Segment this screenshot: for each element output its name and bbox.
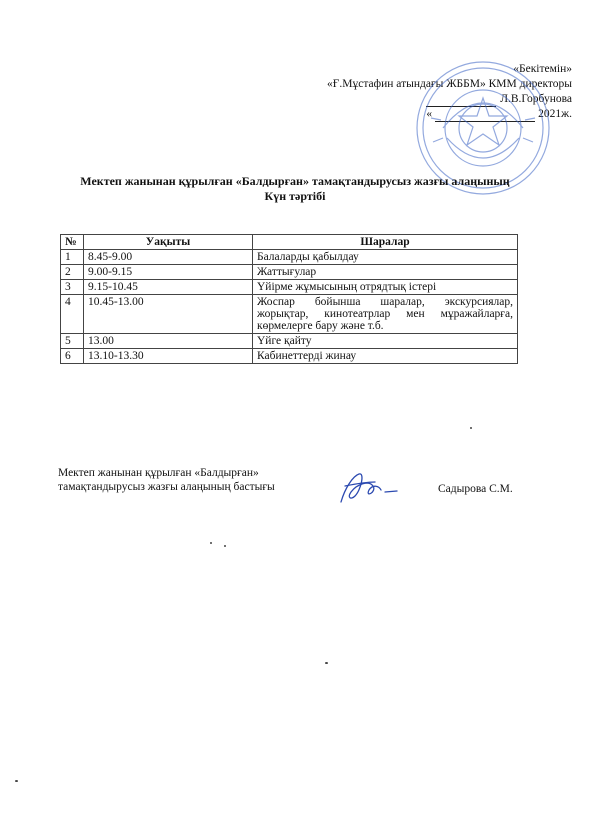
row-activity: Үйірме жұмысының отрядтық істері [253,280,518,295]
table-header-row [61,235,518,250]
speck [325,662,328,664]
row-activity: Балаларды қабылдау [253,250,518,265]
header-time: Уақыты [84,235,253,250]
date-year: 2021ж. [538,108,572,120]
row-number: 4 [61,295,84,334]
header-activity: Шаралар [253,235,518,250]
row-activity: Жаттығулар [253,265,518,280]
table-row [61,295,518,334]
schedule-table [60,234,518,364]
signer-name: Садырова С.М. [438,483,513,495]
title-line-2: Күн тәртібі [264,189,326,203]
date-open-quote: « [426,108,433,120]
handwritten-signature-icon [335,468,405,508]
document-title [60,174,530,204]
table-row [61,349,518,364]
row-time: 9.15-10.45 [84,280,253,295]
speck [224,545,226,547]
row-time: 10.45-13.00 [84,295,253,334]
row-activity: Үйге қайту [253,334,518,349]
row-number: 6 [61,349,84,364]
director-name: Л.В.Горбунова [500,93,572,105]
header-number: № [61,235,84,250]
speck [210,542,212,544]
title-line-1: Мектеп жанынан құрылған «Балдырған» тамақтандырусыз жазғы алаңының [80,174,510,188]
table-row [61,265,518,280]
row-activity: Кабинеттерді жинау [253,349,518,364]
table-row [61,334,518,349]
speck [15,780,18,782]
approval-title: «Бекітемін» [513,63,572,75]
row-time: 8.45-9.00 [84,250,253,265]
row-time: 9.00-9.15 [84,265,253,280]
row-activity: Жоспар бойынша шаралар, экскурсиялар, жорықтар, кинотеатрлар мен мұражайларға, көрмелерге бару және т.б. [253,295,518,334]
row-number: 5 [61,334,84,349]
footer-position [58,466,275,494]
row-time: 13.00 [84,334,253,349]
table-row [61,250,518,265]
row-time: 13.10-13.30 [84,349,253,364]
footer-line-1: Мектеп жанынан құрылған «Балдырған» [58,467,259,479]
row-number: 3 [61,280,84,295]
row-number: 2 [61,265,84,280]
speck [470,427,472,429]
footer-line-2: тамақтандырусыз жазғы алаңының бастығы [58,481,275,493]
row-number: 1 [61,250,84,265]
approval-organization: «Ғ.Мұстафин атындағы ЖББМ» КММ директоры [327,78,572,90]
table-row [61,280,518,295]
